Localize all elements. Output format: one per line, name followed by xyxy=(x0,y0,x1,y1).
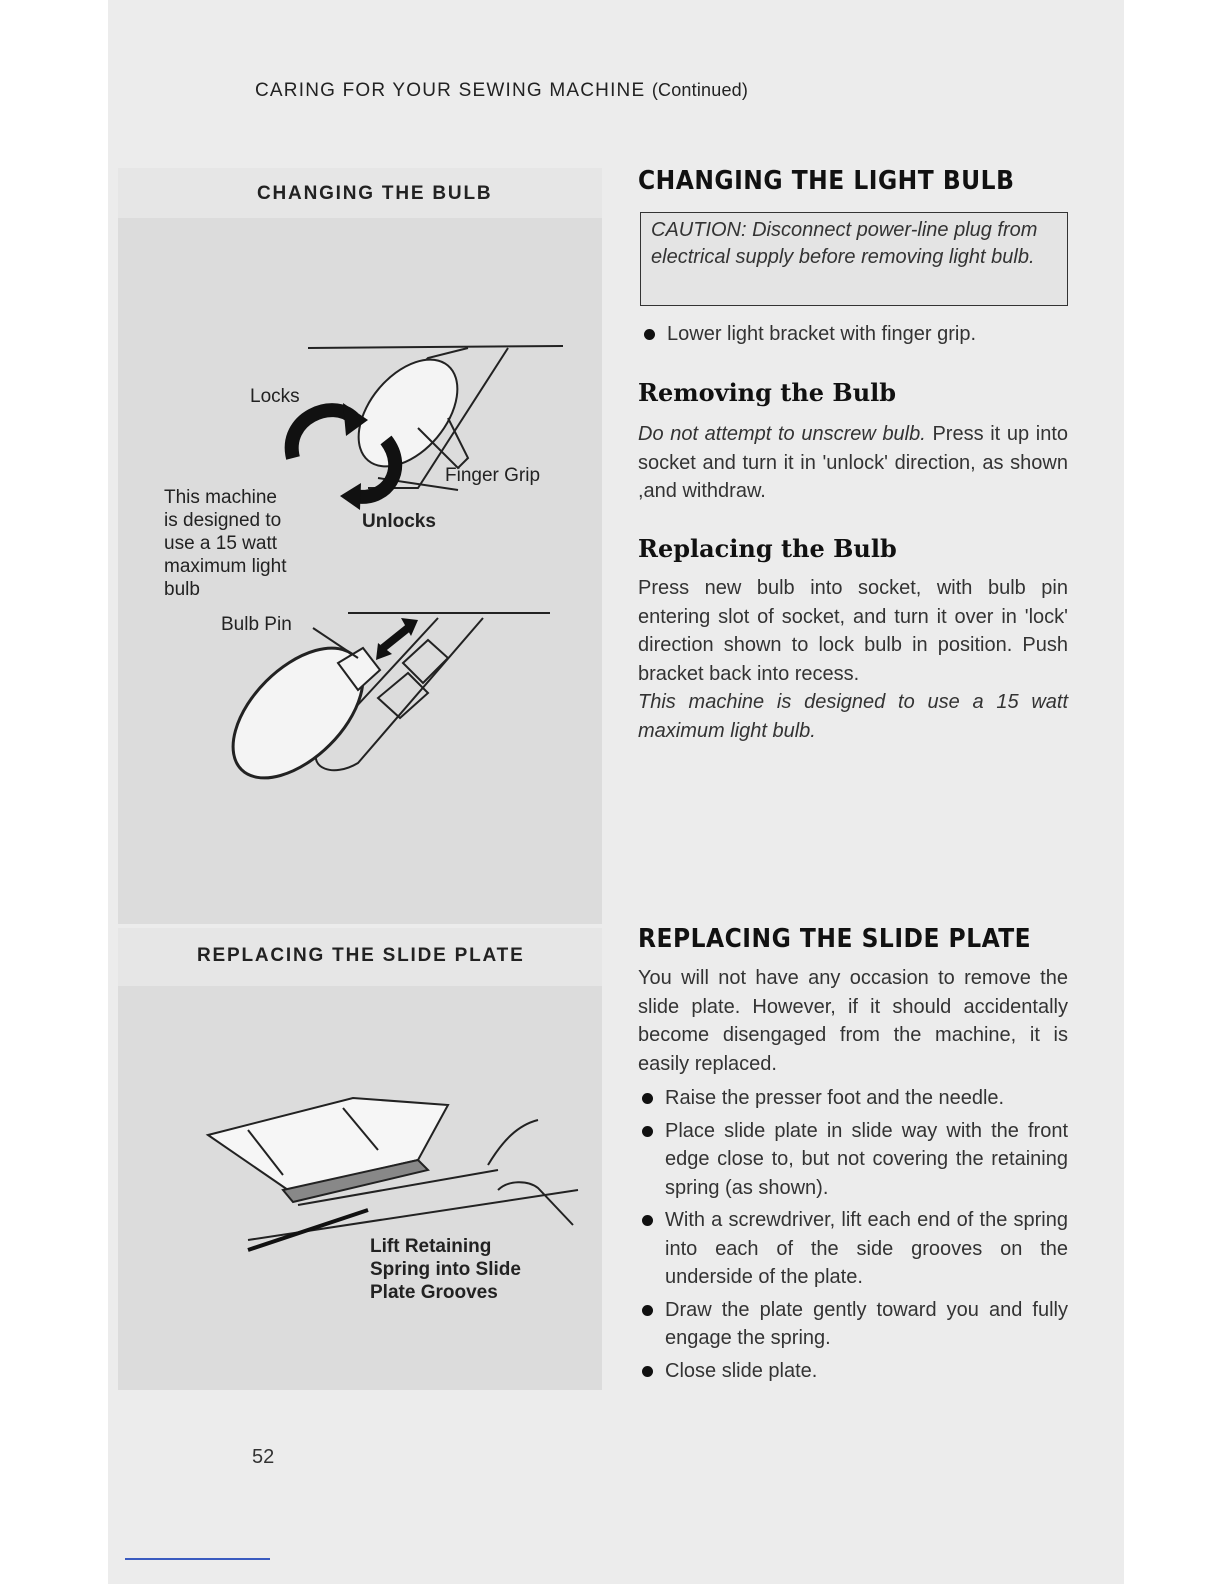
removing-bulb-warning: Do not attempt to unscrew bulb. xyxy=(638,423,926,445)
step-item xyxy=(642,1357,1068,1386)
slide-plate xyxy=(208,1098,448,1190)
hand-outline xyxy=(498,1182,573,1225)
removing-bulb-instructions: Press it up into socket and turn it in 'unlock' direction, as shown ,and withdraw. xyxy=(638,423,1069,502)
step-text: With a screwdriver, lift each end of the spring into each of the side grooves on the underside of the plate. xyxy=(665,1209,1068,1288)
locks-label: Locks xyxy=(250,386,300,407)
slide-plate-illustration xyxy=(118,1080,602,1260)
bulb-pin-label: Bulb Pin xyxy=(221,614,292,635)
step-text: Close slide plate. xyxy=(665,1359,818,1382)
slide-panel-title: REPLACING THE SLIDE PLATE xyxy=(197,945,525,966)
step-item xyxy=(642,1296,1068,1353)
running-header xyxy=(255,80,748,102)
removing-bulb-heading: Removing the Bulb xyxy=(638,378,897,407)
light-bulb-heading: CHANGING THE LIGHT BULB xyxy=(638,166,1015,196)
wattage-note xyxy=(164,486,286,601)
upper-bulb xyxy=(339,341,477,485)
wattage-note-line: maximum light xyxy=(164,556,287,577)
running-title: CARING FOR YOUR SEWING MACHINE xyxy=(255,80,646,101)
wattage-italic-note: This machine is designed to use a 15 watt maximum light bulb. xyxy=(638,691,1068,742)
screwdriver-line xyxy=(488,1120,538,1165)
slide-plate-heading: REPLACING THE SLIDE PLATE xyxy=(638,924,1032,954)
bulb-panel-title: CHANGING THE BULB xyxy=(257,183,493,204)
step-text: Place slide plate in slide way with the front edge close to, but not covering the retaining spring (as shown). xyxy=(665,1119,1068,1199)
step-item xyxy=(642,1206,1068,1292)
slide-plate-caption xyxy=(370,1235,521,1304)
step-text: Draw the plate gently toward you and fully engage the spring. xyxy=(665,1298,1068,1349)
wattage-note-line: This machine xyxy=(164,487,277,508)
caption-line: Plate Grooves xyxy=(370,1282,498,1303)
scan-edge-line xyxy=(125,1558,270,1560)
bullet-dot xyxy=(642,1126,653,1137)
locks-arrow xyxy=(292,410,353,458)
step-item xyxy=(642,1117,1068,1203)
bullet-dot xyxy=(642,1366,653,1377)
bracket-slot-2 xyxy=(403,640,448,683)
caution-box: CAUTION: Disconnect power-line plug from electrical supply before removing light bulb. xyxy=(640,212,1068,306)
slide-plate-steps xyxy=(642,1084,1068,1385)
wattage-note-line: bulb xyxy=(164,579,200,600)
caption-line: Lift Retaining xyxy=(370,1236,492,1257)
bullet-dot xyxy=(642,1305,653,1316)
replacing-bulb-heading: Replacing the Bulb xyxy=(638,534,897,563)
removing-bulb-text xyxy=(638,420,1068,506)
bullet-dot xyxy=(642,1093,653,1104)
step-text: Raise the presser foot and the needle. xyxy=(665,1087,1005,1109)
page-number: 52 xyxy=(252,1446,275,1468)
finger-grip-label: Finger Grip xyxy=(445,465,541,486)
replacing-bulb-instructions: Press new bulb into socket, with bulb pin entering slot of socket, and turn it over in 'lock' direction shown to lock bulb in position. Push bracket back into recess. xyxy=(638,577,1068,685)
wattage-note-line: is designed to xyxy=(164,510,282,531)
running-title-suffix: (Continued) xyxy=(651,80,749,100)
unlocks-label: Unlocks xyxy=(362,511,436,532)
wattage-note-line: use a 15 watt xyxy=(164,533,278,554)
bullet-dot xyxy=(644,329,655,340)
bullet-dot xyxy=(642,1215,653,1226)
lower-bracket-bullet xyxy=(644,320,1068,349)
slide-plate-intro: You will not have any occasion to remove the slide plate. However, if it should accidentally become disengaged from the machine, it is easily replaced. xyxy=(638,967,1068,1075)
unlocks-arrowhead xyxy=(340,483,361,510)
caption-line: Spring into Slide xyxy=(370,1259,521,1280)
bracket-edge-line xyxy=(308,346,563,348)
replacing-bulb-text xyxy=(638,574,1068,745)
bullet-text: Lower light bracket with finger grip. xyxy=(667,323,977,345)
bed-edge xyxy=(248,1210,368,1250)
bulb-pin-arrow xyxy=(383,628,408,648)
step-item xyxy=(642,1084,1068,1113)
